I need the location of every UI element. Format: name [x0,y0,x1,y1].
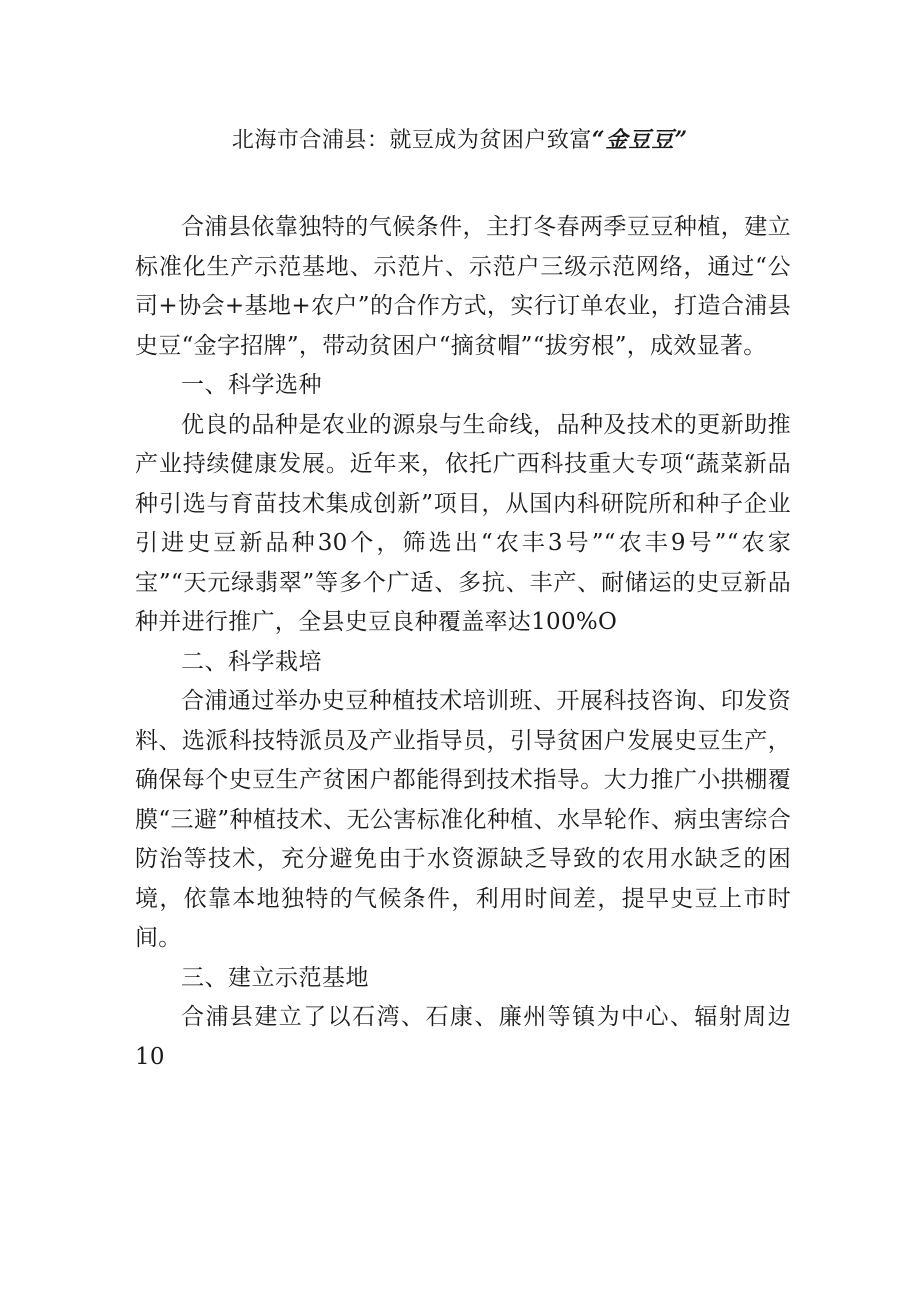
title-emphasis: “金豆豆” [591,127,689,153]
document-body [135,208,791,1077]
section-heading-seed-selection: 一、科学选种 [181,372,322,398]
intro-paragraph: 合浦县依靠独特的气候条件，主打冬春两季豆豆种植，建立标准化生产示范基地、示范片、示范户三级示范网络，通过“公司+协会+基地+农户”的合作方式，实行订单农业，打造合浦县史豆“金字招牌”，带动贫困户“摘贫帽”“拔穷根”，成效显著。 [135,214,791,359]
section-heading-demo-base: 三、建立示范基地 [181,964,369,991]
title-main: 北海市合浦县：就豆成为贫困户致富 [231,128,592,153]
section-body-cultivation: 合浦通过举办史豆种植技术培训班、开展科技咨询、印发资料、选派科技特派员及产业指导员，引导贫困户发展史豆生产，确保每个史豆生产贫困户都能得到技术指导。大力推广小拱棚覆膜“三避”种植技术、无公害标准化种植、水旱轮作、病虫害综合防治等技术，充分避免由于水资源缺乏导致的农用水缺乏的困境，依靠本地独特的气候条件，利用时间差，提早史豆上市时间。 [135,688,791,951]
section-body-demo-base: 合浦县建立了以石湾、石康、廉州等镇为中心、辐射周边10 [135,1004,791,1070]
section-heading-cultivation: 二、科学栽培 [181,648,322,675]
section-body-seed-selection: 优良的品种是农业的源泉与生命线，品种及技术的更新助推产业持续健康发展。近年来，依托广西科技重大专项“蔬菜新品种引选与育苗技术集成创新”项目，从国内科研院所和种子企业引进史豆新品种30个，筛选出“农丰3号”“农丰9号”“农家宝”“天元绿翡翠”等多个广适、多抗、丰产、耐储运的史豆新品种并进行推广，全县史豆良种覆盖率达100%O [135,411,791,635]
document-title [0,120,920,161]
